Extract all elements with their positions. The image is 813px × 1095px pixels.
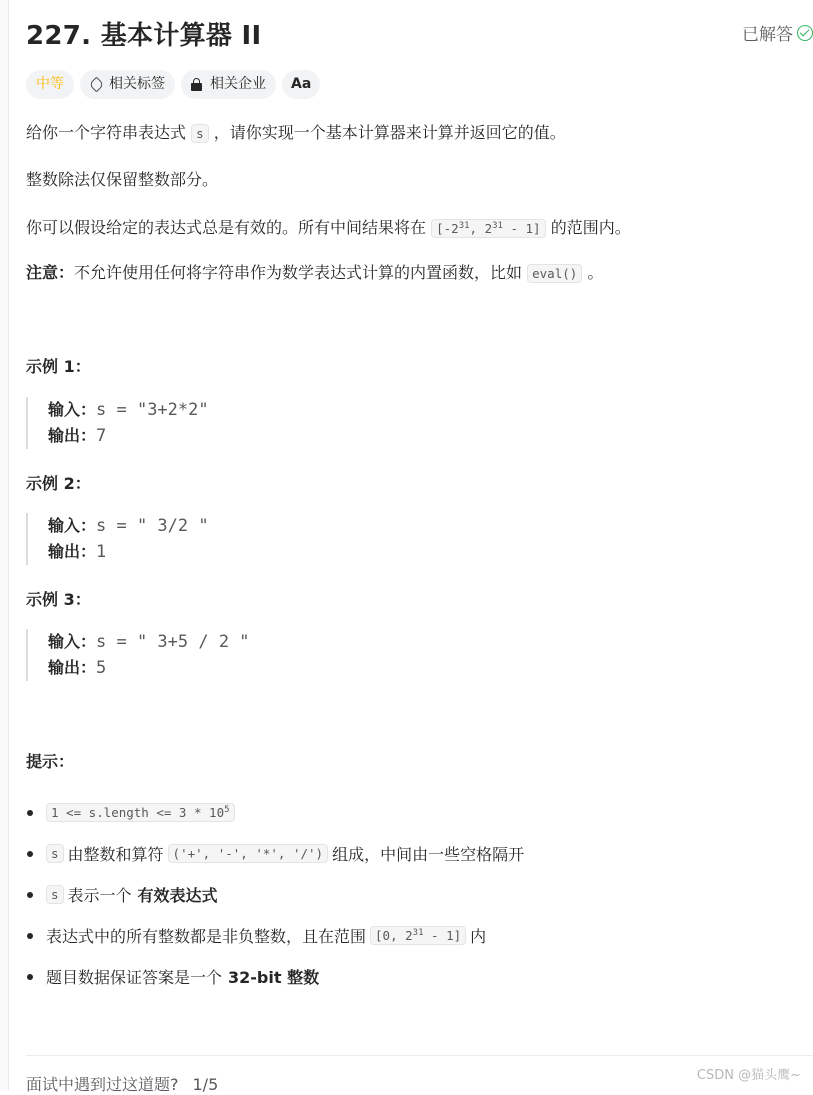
- note-label: 注意：: [26, 263, 75, 282]
- example-output: 输出：7: [48, 426, 107, 446]
- text: ，请你实现一个基本计算器来计算并返回它的值。: [213, 123, 566, 142]
- lock-icon: [191, 83, 202, 91]
- list-item: [26, 792, 524, 833]
- translate-button[interactable]: [282, 70, 320, 99]
- description-paragraph-1: [26, 121, 566, 146]
- problem-title: 227. 基本计算器 II: [26, 21, 262, 51]
- inline-code: eval(): [527, 264, 582, 283]
- companies-label: 相关企业: [210, 76, 266, 92]
- topics-label: 相关标签: [109, 76, 165, 92]
- example-input: 输入：s = " 3+5 / 2 ": [48, 632, 250, 652]
- difficulty-badge[interactable]: 中等: [26, 70, 74, 99]
- example-input: 输入：s = "3+2*2": [48, 400, 209, 420]
- list-item: [26, 874, 524, 915]
- example-title: 示例 1：: [26, 357, 91, 376]
- bullet-icon: [27, 851, 33, 857]
- bold-text: 32-bit 整数: [228, 968, 320, 987]
- text: 由整数和算符: [67, 845, 164, 864]
- inline-code: s: [191, 124, 209, 143]
- list-item: [26, 956, 524, 997]
- constraints-title: 提示：: [26, 752, 75, 771]
- inline-code: s: [46, 844, 64, 863]
- bullet-icon: [27, 974, 33, 980]
- bullet-icon: [27, 933, 33, 939]
- inline-code: ('+', '-', '*', '/'): [168, 844, 329, 863]
- text: 给你一个字符串表达式: [26, 123, 187, 142]
- text: 组成，中间由一些空格隔开: [332, 845, 525, 864]
- text: 表示一个: [67, 886, 132, 905]
- bold-text: 有效表达式: [137, 886, 218, 905]
- text: 不允许使用任何将字符串作为数学表达式计算的内置函数，比如: [74, 263, 523, 282]
- example-block: [26, 397, 209, 449]
- example-title: 示例 2：: [26, 474, 91, 493]
- text: 。: [587, 263, 604, 282]
- interview-count: 1/5: [192, 1075, 219, 1094]
- description-paragraph-2: 整数除法仅保留整数部分。: [26, 170, 219, 189]
- companies-tag-button[interactable]: [181, 70, 276, 99]
- note-paragraph: [26, 261, 603, 286]
- left-panel-border: [0, 0, 9, 1090]
- text: 的范围内。: [550, 218, 631, 238]
- solved-label: 已解答: [742, 25, 793, 45]
- inline-code: s: [46, 885, 64, 904]
- text: 你可以假设给定的表达式总是有效的。所有中间结果将在: [26, 218, 427, 238]
- example-output: 输出：5: [48, 658, 107, 678]
- translate-icon: Aa: [291, 76, 312, 92]
- bullet-icon: [27, 810, 33, 816]
- list-item: [26, 915, 524, 956]
- text: 内: [470, 927, 487, 946]
- inline-code-range: [$-2^{31}$, $2^{31} - 1$]: [431, 219, 545, 238]
- text: 题目数据保证答案是一个: [46, 968, 223, 987]
- inline-code: 1 <= s.length <= $3 * 10^5$: [46, 803, 235, 822]
- inline-code: [0, $2^{31} - 1$]: [370, 926, 466, 945]
- interview-question-prompt[interactable]: [26, 1072, 218, 1095]
- bullet-icon: [27, 892, 33, 898]
- interview-question-label: 面试中遇到过这道题?: [26, 1075, 179, 1094]
- example-output: 输出：1: [48, 542, 107, 562]
- topics-tag-button[interactable]: [80, 70, 175, 99]
- text: 表达式中的所有整数都是非负整数，且在范围: [46, 927, 367, 946]
- example-title: 示例 3：: [26, 590, 91, 609]
- constraints-list: [26, 792, 524, 997]
- watermark: CSDN @猫头鹰~: [696, 1068, 801, 1083]
- example-block: [26, 513, 209, 565]
- tag-bar: [26, 70, 320, 99]
- solved-status: [742, 20, 813, 45]
- example-input: 输入：s = " 3/2 ": [48, 516, 209, 536]
- divider: [26, 1055, 813, 1056]
- tag-icon: [89, 76, 105, 92]
- list-item: [26, 833, 524, 874]
- check-circle-icon: [797, 25, 813, 41]
- description-paragraph-3: [26, 214, 631, 241]
- example-block: [26, 629, 250, 681]
